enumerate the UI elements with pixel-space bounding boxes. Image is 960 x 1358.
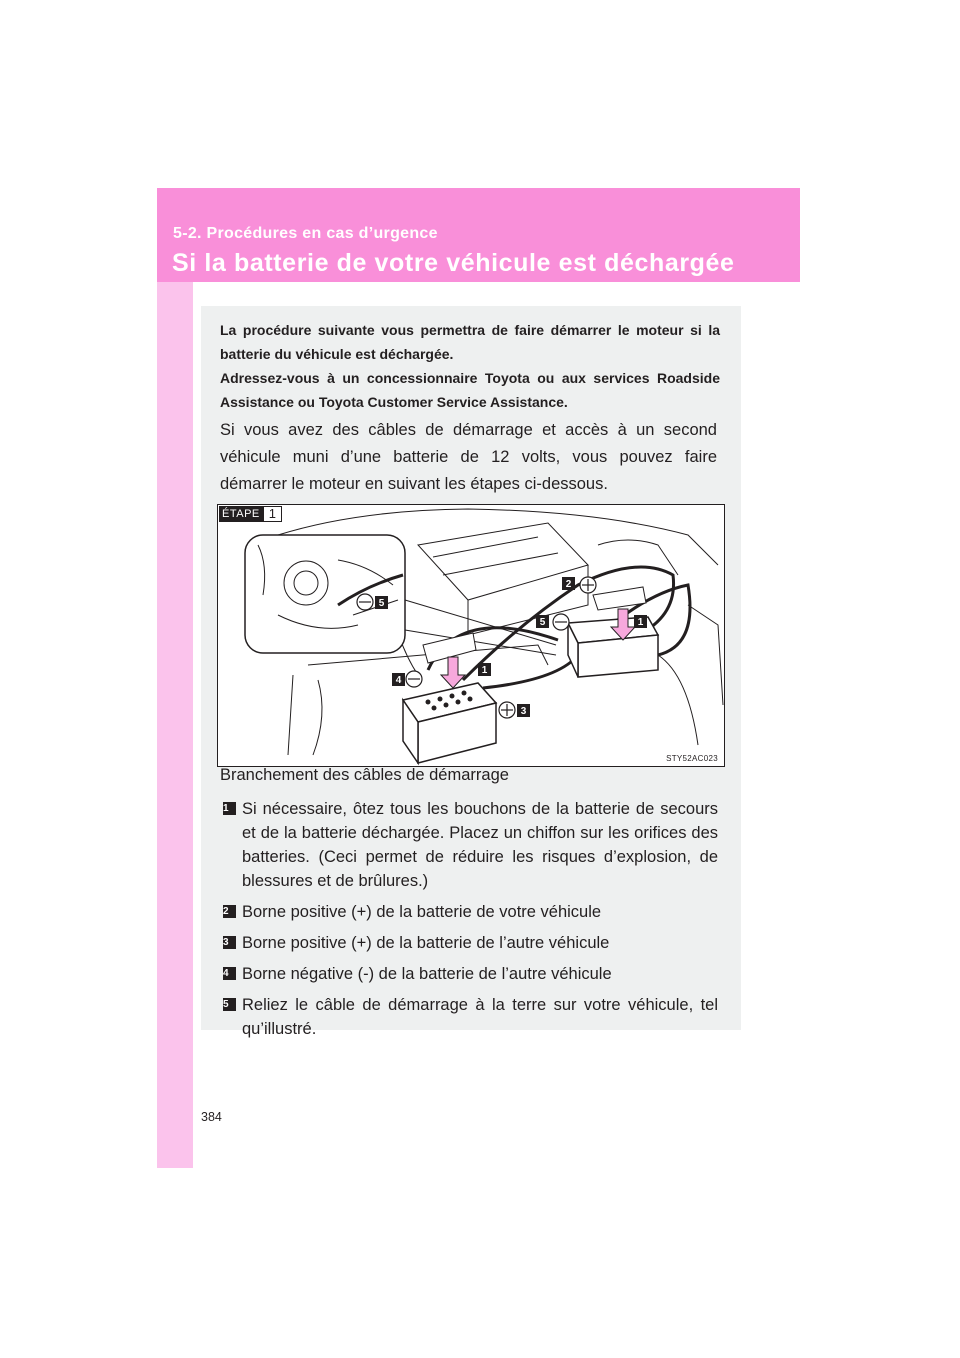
number-box: 1 xyxy=(223,802,236,815)
list-item xyxy=(223,962,718,986)
svg-text:3: 3 xyxy=(520,706,527,717)
rescue-battery xyxy=(403,683,496,763)
list-item xyxy=(223,900,718,924)
list-item xyxy=(223,931,718,955)
callout-1-own xyxy=(634,615,647,628)
callout-3 xyxy=(517,704,530,717)
section-label: 5-2. Procédures en cas d’urgence xyxy=(173,225,438,242)
callout-4 xyxy=(392,673,405,686)
detail-inset xyxy=(245,535,405,653)
intro-paragraph-2: Adressez-vous à un concessionnaire Toyota ou aux services Roadside Assistance ou Toyota Customer Service Assistance. xyxy=(220,370,720,410)
list-item-text: Borne négative (-) de la batterie de l’autre véhicule xyxy=(242,965,612,983)
svg-text:1: 1 xyxy=(637,617,644,628)
step-label xyxy=(219,506,282,522)
minus-symbol xyxy=(553,614,569,630)
numbered-list xyxy=(223,797,718,1048)
plus-symbol xyxy=(499,702,515,718)
list-item-text: Si nécessaire, ôtez tous les bouchons de la batterie de secours et de la batterie déchargée. Placez un chiffon sur les orifices des batteries. (Ceci permet de réduire les risques d’explosion, de blessures et de brûlures.) xyxy=(242,800,718,890)
plus-symbol xyxy=(580,577,596,593)
step-number: 1 xyxy=(263,506,282,522)
callout-5 xyxy=(536,615,549,628)
minus-symbol xyxy=(357,594,373,610)
jump-start-diagram xyxy=(218,505,724,766)
callout-1-rescue xyxy=(478,663,491,676)
figure-code: STY52AC023 xyxy=(666,754,718,763)
figure-caption: Branchement des câbles de démarrage xyxy=(220,766,509,784)
side-strip xyxy=(157,188,193,1168)
svg-text:1: 1 xyxy=(481,665,488,676)
minus-symbol xyxy=(406,671,422,687)
list-item-text: Borne positive (+) de la batterie de votre véhicule xyxy=(242,903,602,921)
svg-text:5: 5 xyxy=(378,598,385,609)
number-box: 4 xyxy=(223,967,236,980)
page-title: Si la batterie de votre véhicule est déchargée xyxy=(172,249,735,277)
number-box: 5 xyxy=(223,998,236,1011)
svg-text:2: 2 xyxy=(565,579,572,590)
step-word: ÉTAPE xyxy=(219,506,263,522)
callout-2 xyxy=(562,577,575,590)
list-item-text: Borne positive (+) de la batterie de l’autre véhicule xyxy=(242,934,610,952)
number-box: 3 xyxy=(223,936,236,949)
intro-bold-text xyxy=(220,318,720,414)
lead-paragraph: Si vous avez des câbles de démarrage et accès à un second véhicule muni d’une batterie de 12 volts, vous pouvez faire démarrer le moteur en suivant les étapes ci-dessous. xyxy=(220,421,717,493)
callout-5-inset xyxy=(375,596,388,609)
page-number: 384 xyxy=(201,1110,222,1124)
intro-paragraph-1: La procédure suivante vous permettra de faire démarrer le moteur si la batterie du véhicule est déchargée. xyxy=(220,322,720,362)
number-box: 2 xyxy=(223,905,236,918)
list-item-text: Reliez le câble de démarrage à la terre sur votre véhicule, tel qu’illustré. xyxy=(242,996,718,1038)
svg-text:4: 4 xyxy=(395,675,402,686)
svg-text:5: 5 xyxy=(539,617,546,628)
engine-bay-illustration xyxy=(217,504,725,767)
list-item xyxy=(223,797,718,893)
list-item xyxy=(223,993,718,1041)
